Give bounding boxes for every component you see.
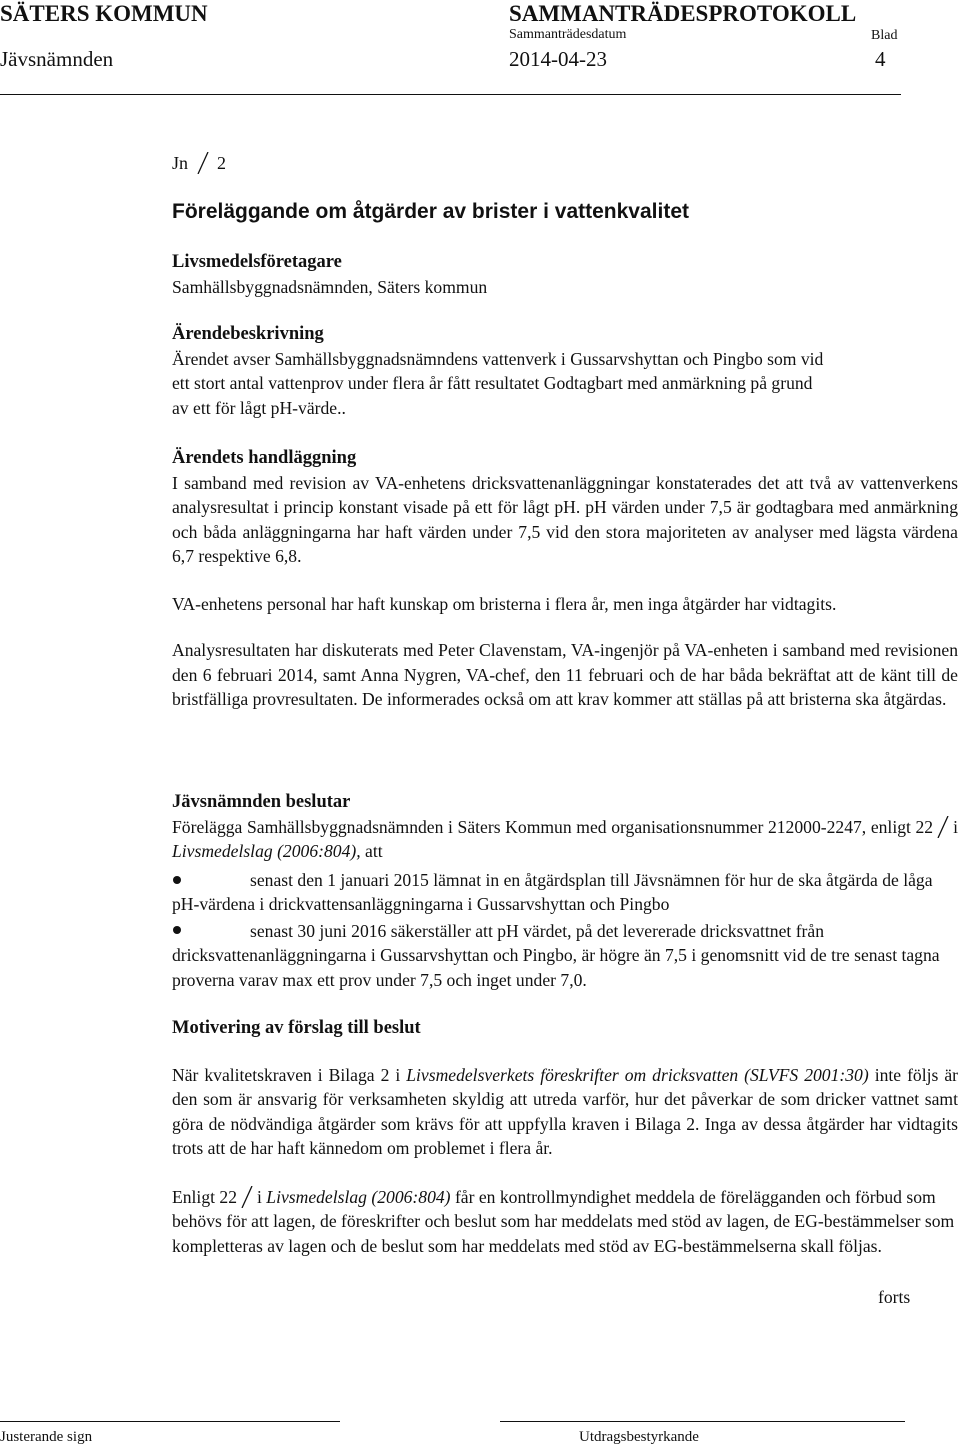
header-rule — [0, 94, 901, 95]
motivation-text: får en kontrollmyndighet meddela de förelägganden och förbud som behövs för att lagen, de föreskrifter och beslut som har meddelats med stöd av lagen, de EG-bestämmelser som kompletteras av lagen och de beslut som har meddelats med stöd av EG-bestämmelserna skall följas. — [172, 1186, 955, 1256]
page-label: Blad — [871, 28, 898, 43]
motivation-paragraph — [172, 1063, 958, 1161]
meeting-date: 2014-04-23 — [509, 47, 607, 71]
committee-name: Jävsnämnden — [0, 47, 114, 71]
motivation-text: inte följs är den som är ansvarig för verksamheten skyldig att utreda varför, hur det påverkar de som dricker vattnet samt göra de nödvändiga åtgärder som krävs för att uppfylla kraven i Bilaga 2. Inga av dessa åtgärder har vidtagits trots att de har haft kännedom om problemet i flera år. — [172, 1064, 958, 1158]
description-line: ett stort antal vattenprov under flera år fått resultatet Godtagbart med anmärkning på grund — [172, 373, 813, 393]
motivation-text: Enligt 22 — [172, 1186, 237, 1207]
decision-law-reference: Livsmedelslag (2006:804), — [172, 841, 361, 861]
operator-section — [172, 250, 958, 299]
decision-intro-i: i — [953, 816, 958, 837]
handling-heading: Ärendets handläggning — [172, 448, 357, 468]
item-title: Föreläggande om åtgärder av brister i vattenkvalitet — [172, 200, 690, 223]
description-heading: Ärendebeskrivning — [172, 324, 324, 344]
sign-rule — [0, 1421, 340, 1422]
paragraph-mark-icon — [241, 1186, 253, 1208]
description-line: av ett för lågt pH-värde.. — [172, 397, 346, 418]
motivation-text: När kvalitetskraven i Bilaga 2 i — [172, 1064, 401, 1085]
decision-section — [172, 790, 958, 992]
handling-paragraph: Analysresultaten har diskuterats med Peter Clavenstam, VA-ingenjör på VA-enheten i samband med revisionen den 6 februari 2014, samt Anna Nygren, VA-chef, den 11 februari och de har båda bekräftat att de känt till de bristfälliga provresultaten. De informerades också om att krav kommer att ställas på att bristerna ska åtgärdas. — [172, 640, 958, 709]
handling-paragraph: I samband med revision av VA-enhetens dricksvattenanläggningar konstaterades det att två av vattenverkens analysresultat i princip konstant visade på ett för lågt pH. pH värden under 7,5 är godtagbara med anmärkning och båda anläggningarna har haft värden under 7,5 vid den stora majoriteten av analyser med lägsta värdena 6,7 respektive 6,8. — [172, 472, 958, 566]
decision-heading: Jävsnämnden beslutar — [172, 792, 351, 812]
decision-intro-text: Förelägga Samhällsbyggnadsnämnden i Säters Kommun med organisationsnummer 212000-2247, enligt 22 — [172, 816, 934, 837]
description-section — [172, 322, 958, 420]
meeting-date-label: Sammanträdesdatum — [509, 27, 627, 42]
regulation-reference: Livsmedelsverkets föreskrifter om dricksvatten (SLVFS 2001:30) — [406, 1064, 869, 1085]
bullet-icon — [173, 876, 181, 884]
motivation-paragraph — [172, 1185, 958, 1259]
motivation-section — [172, 1016, 958, 1258]
motivation-heading: Motivering av förslag till beslut — [172, 1018, 421, 1038]
paragraph-mark-icon — [197, 152, 209, 174]
motivation-text: i — [257, 1186, 262, 1207]
sign-label: Justerande sign — [0, 1429, 93, 1445]
decision-intro-after: att — [365, 841, 383, 861]
item-number-value: 2 — [217, 153, 227, 173]
continued-marker: forts — [878, 1287, 911, 1307]
item-number — [172, 152, 226, 174]
law-reference: Livsmedelslag (2006:804) — [266, 1186, 451, 1207]
handling-paragraph: VA-enhetens personal har haft kunskap om bristerna i flera år, men inga åtgärder har vidtagits. — [172, 593, 837, 614]
operator-heading: Livsmedelsföretagare — [172, 252, 342, 272]
handling-section — [172, 446, 958, 712]
decision-bullet: senast den 1 januari 2015 lämnat in en åtgärdsplan till Jävsnämnen för hur de ska åtgärda de låga pH-värdena i drickvattensanläggningarna i Gussarvshyttan och Pingbo — [172, 869, 933, 914]
operator-text: Samhällsbyggnadsnämnden, Säters kommun — [172, 276, 488, 297]
municipality-name: SÄTERS KOMMUN — [0, 1, 208, 26]
page-number: 4 — [875, 47, 886, 71]
decision-bullet: senast 30 juni 2016 säkerställer att pH värdet, på det levererade dricksvattnet från dricksvattenanläggningarna i Gussarvshyttan och Pingbo, är högre än 7,5 i genomsnitt vid de tre senast tagna proverna varav max ett prov under 7,5 och inget under 7,0. — [172, 920, 940, 990]
decision-intro — [172, 815, 958, 864]
item-prefix: Jn — [172, 153, 189, 173]
paragraph-mark-icon — [937, 816, 949, 838]
extract-rule — [500, 1421, 905, 1422]
extract-label: Utdragsbestyrkande — [579, 1429, 699, 1445]
document-type: SAMMANTRÄDESPROTOKOLL — [509, 1, 857, 26]
bullet-icon — [173, 926, 181, 934]
description-line: Ärendet avser Samhällsbyggnadsnämndens vattenverk i Gussarvshyttan och Pingbo som vid — [172, 348, 824, 369]
